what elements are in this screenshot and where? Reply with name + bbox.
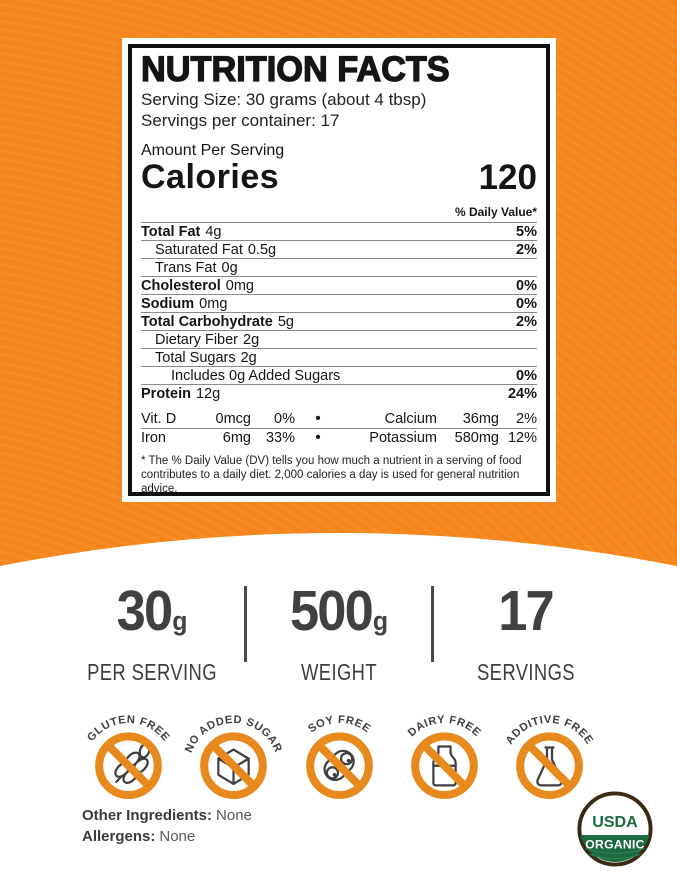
daily-value-footnote: * The % Daily Value (DV) tells you how much a nutrient in a serving of food contributes to a daily diet. 2,000 calories a day is used for general nutrition advice. [141,455,522,495]
nutrient-row-sodium: Sodium 0mg 0% [141,295,537,312]
stats-row [60,579,618,685]
nutrient-row-added-sugars: Includes 0g Added Sugars 0% [141,366,537,384]
micronutrient-row-vitd-calcium: Vit. D 0mcg 0% • Calcium 36mg 2% [141,411,537,427]
badge-soy-free [291,688,388,803]
badge-dairy-free [396,688,493,803]
allergens-line: Allergens: None [82,828,196,845]
nutrient-row-total-sugars: Total Sugars 2g [141,348,537,366]
bullet-separator: • [315,430,321,446]
calories-value: 120 [478,158,537,197]
servings-per-container-text: Servings per container: 17 [141,111,340,130]
serving-size-text: Serving Size: 30 grams (about 4 tbsp) [141,90,427,109]
nutrient-row-total-fat: Total Fat 4g 5% [141,223,537,240]
ingredients-block [82,805,252,847]
usda-text: USDA [592,813,638,832]
nutrition-facts-title: NUTRITION FACTS [141,50,450,89]
nutrient-row-total-carbohydrate: Total Carbohydrate 5g 2% [141,313,537,330]
badges-row [80,688,598,803]
stat-per-serving: 30g PER SERVING [87,579,217,685]
calories-label: Calories [141,158,280,196]
svg-text:GLUTEN FREE: GLUTEN FREE [85,713,172,744]
svg-text:DAIRY FREE: DAIRY FREE [405,713,483,740]
calories-row [141,158,537,197]
svg-text:SOY FREE: SOY FREE [305,713,373,736]
nutrient-row-trans-fat: Trans Fat 0g [141,258,537,276]
usda-organic-seal [576,790,654,868]
nutrient-row-protein: Protein 12g 24% [141,385,537,402]
bullet-separator: • [315,411,321,427]
nutrient-row-saturated-fat: Saturated Fat 0.5g 2% [141,240,537,258]
nutrition-facts-border [128,44,550,496]
stat-weight: 500g WEIGHT [289,579,389,685]
badge-additive-free [501,688,598,803]
daily-value-header: % Daily Value* [454,205,537,219]
svg-text:ADDITIVE FREE: ADDITIVE FREE [503,713,596,747]
badge-no-added-sugar [183,688,285,803]
nutrient-row-cholesterol: Cholesterol 0mg 0% [141,277,537,294]
nutrition-facts-panel [122,38,556,502]
amount-per-serving-text: Amount Per Serving [141,142,285,159]
stat-servings: 17 SERVINGS [477,579,575,685]
other-ingredients-line: Other Ingredients: None [82,807,252,824]
micronutrient-row-iron-potassium: Iron 6mg 33% • Potassium 580mg 12% [141,430,537,446]
badge-gluten-free [80,688,177,803]
nutrient-row-dietary-fiber: Dietary Fiber 2g [141,330,537,348]
svg-text:NO ADDED SUGAR: NO ADDED SUGAR [183,713,285,755]
organic-text: ORGANIC [585,837,645,852]
